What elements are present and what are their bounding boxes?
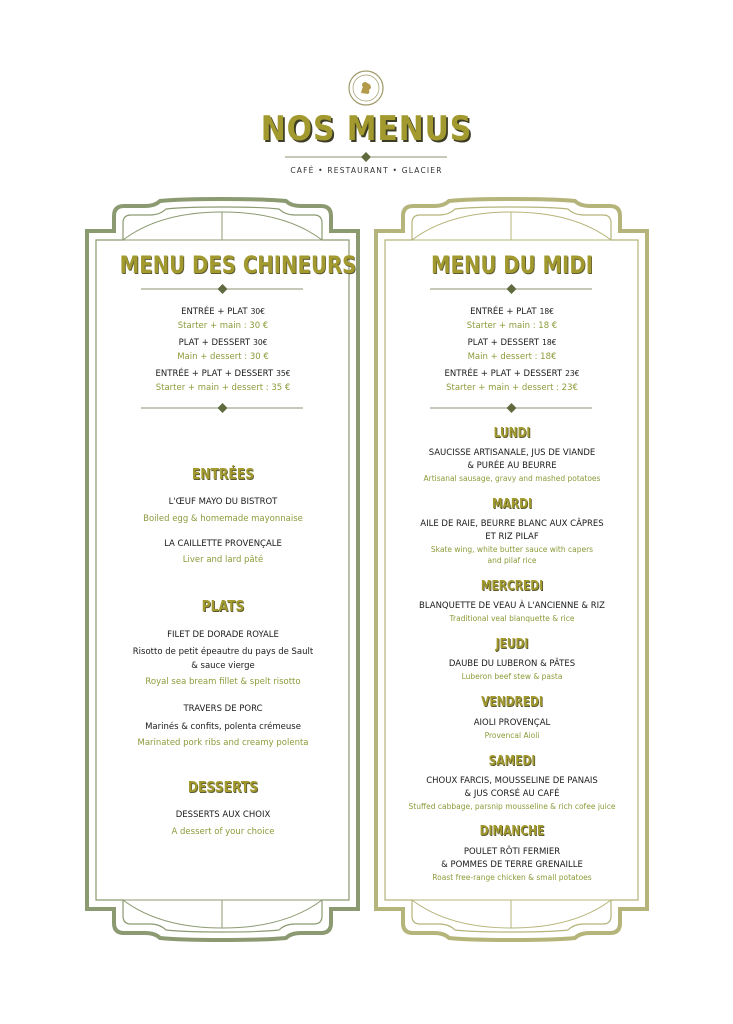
- day-dish: DAUBE DU LUBERON & PÂTES: [448, 659, 576, 669]
- tagline: CAFÉ • RESTAURANT • GLACIER: [290, 166, 443, 175]
- section-heading-plats: PLATS: [201, 597, 245, 615]
- entrees-list: [97, 496, 349, 567]
- day-dish-en: Provencal Aioli: [484, 731, 540, 740]
- menu-item-name: LA CAILLETTE PROVENÇALE: [164, 539, 282, 549]
- plats-list: [97, 629, 349, 750]
- menu-item-en: Boiled egg & homemade mayonnaise: [143, 514, 303, 524]
- day-dish: CHOUX FARCIS, MOUSSELINE DE PANAIS: [426, 776, 598, 786]
- day-dish: AILE DE RAIE, BEURRE BLANC AUX CÂPRES: [420, 519, 604, 529]
- day-dish-en: Traditional veal blanquette & rice: [449, 614, 575, 623]
- page-title: NOS MENUS: [260, 109, 473, 149]
- day-dish: & POMMES DE TERRE GRENAILLE: [441, 860, 583, 870]
- day-heading-lundi: LUNDI: [493, 426, 531, 441]
- formula-item: ENTRÉE + PLAT + DESSERT 23€: [444, 369, 580, 379]
- formula-en: Starter + main + dessert : 23€: [446, 383, 578, 393]
- formula-item: PLAT + DESSERT 18€: [467, 338, 557, 348]
- day-dish-en: and pilaf rice: [487, 556, 537, 565]
- day-heading-mercredi: MERCREDI: [480, 579, 544, 594]
- left-formulas: [97, 305, 349, 395]
- day-block-jeudi: [386, 658, 638, 682]
- day-block-lundi: [386, 447, 638, 484]
- menu-item-name: DESSERTS AUX CHOIX: [175, 810, 271, 820]
- formula-en: Main + dessert : 18€: [467, 352, 557, 362]
- menu-item-fr: Risotto de petit épeautre du pays de Sault: [132, 647, 314, 657]
- day-dish-en: Roast free-range chicken & small potatoes: [432, 873, 592, 882]
- day-block-mardi: [386, 518, 638, 566]
- day-heading-jeudi: JEUDI: [495, 637, 529, 652]
- menu-item-en: A dessert of your choice: [171, 827, 275, 837]
- formula-en: Starter + main : 18 €: [466, 321, 558, 331]
- formula-en: Starter + main + dessert : 35 €: [155, 383, 291, 393]
- menu-item-fr: Marinés & confits, polenta crémeuse: [145, 722, 301, 732]
- formula-item: ENTRÉE + PLAT 18€: [470, 307, 554, 317]
- menu-item-en: Liver and lard pâté: [182, 555, 264, 565]
- day-dish: ET RIZ PILAF: [485, 532, 539, 542]
- left-menu-title: MENU DES CHINEURS: [119, 251, 357, 279]
- day-block-mercredi: [386, 600, 638, 624]
- menu-item-name: TRAVERS DE PORC: [183, 704, 263, 714]
- menu-item-name: FILET DE DORADE ROYALE: [167, 630, 279, 640]
- lion-crest-icon: [349, 71, 383, 105]
- day-dish-en: Luberon beef stew & pasta: [461, 672, 563, 681]
- menu-item-name: L'ŒUF MAYO DU BISTROT: [168, 497, 278, 507]
- day-heading-samedi: SAMEDI: [488, 754, 536, 769]
- section-heading-desserts: DESSERTS: [187, 778, 259, 796]
- day-dish-en: Stuffed cabbage, parsnip mousseline & rich cofee juice: [408, 802, 616, 811]
- section-heading-entrees: ENTRÉES: [191, 465, 255, 483]
- right-menu-title: MENU DU MIDI: [430, 251, 594, 279]
- formula-item: ENTRÉE + PLAT 30€: [181, 307, 265, 317]
- menu-item-fr: & sauce vierge: [191, 661, 255, 671]
- menu-item-en: Royal sea bream fillet & spelt risotto: [145, 677, 301, 687]
- day-dish-en: Skate wing, white butter sauce with capers: [430, 545, 594, 554]
- formula-en: Main + dessert : 30 €: [177, 352, 269, 362]
- day-dish: BLANQUETTE DE VEAU À L'ANCIENNE & RIZ: [419, 601, 605, 611]
- formula-en: Starter + main : 30 €: [177, 321, 269, 331]
- menu-item-en: Marinated pork ribs and creamy polenta: [137, 738, 309, 748]
- day-dish: AIOLI PROVENÇAL: [473, 718, 551, 728]
- day-block-dimanche: [386, 846, 638, 883]
- day-heading-mardi: MARDI: [492, 497, 532, 512]
- day-dish: SAUCISSE ARTISANALE, JUS DE VIANDE: [428, 448, 596, 458]
- day-block-vendredi: [386, 717, 638, 741]
- formula-item: ENTRÉE + PLAT + DESSERT 35€: [155, 369, 291, 379]
- day-heading-vendredi: VENDREDI: [481, 695, 543, 710]
- day-block-samedi: [386, 775, 638, 812]
- formula-item: PLAT + DESSERT 30€: [178, 338, 268, 348]
- right-formulas: [386, 305, 638, 395]
- day-dish-en: Artisanal sausage, gravy and mashed potatoes: [423, 474, 601, 483]
- day-dish: & JUS CORSÉ AU CAFÉ: [464, 789, 560, 799]
- desserts-list: [97, 809, 349, 839]
- day-dish: POULET RÔTI FERMIER: [463, 847, 561, 857]
- day-dish: & PURÉE AU BEURRE: [467, 461, 557, 471]
- day-heading-dimanche: DIMANCHE: [479, 824, 545, 839]
